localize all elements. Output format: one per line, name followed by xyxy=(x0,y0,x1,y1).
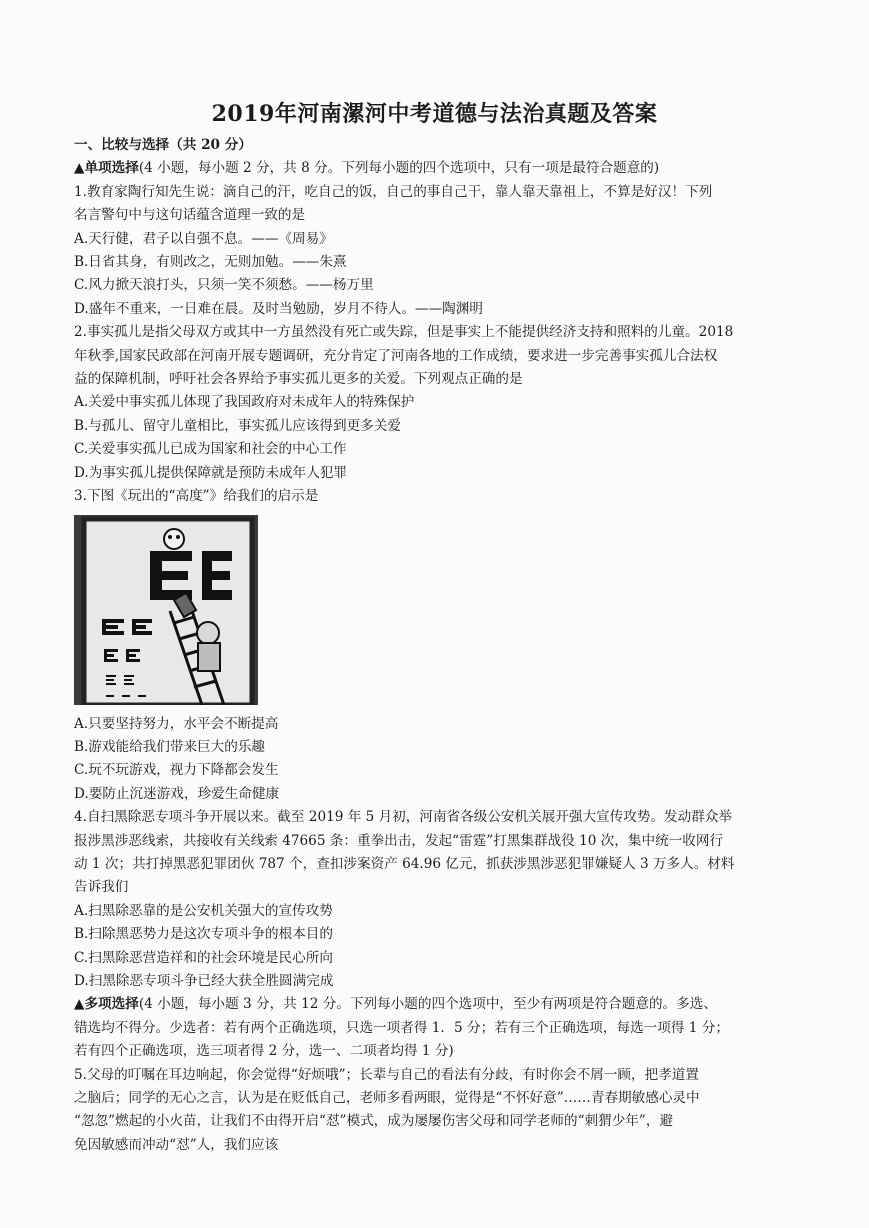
option-b: B.游戏能给我们带来巨大的乐趣 xyxy=(74,738,266,755)
single-choice-desc: (4 小题，每小题 2 分，共 8 分。下列每小题的四个选项中，只有一项是最符合题意的) xyxy=(138,160,660,177)
option-a: A.关爱中事实孤儿体现了我国政府对未成年人的特殊保护 xyxy=(74,394,415,411)
option-c: C.关爱事实孤儿已成为国家和社会的中心工作 xyxy=(74,441,347,458)
question-stem-line: 1.教育家陶行知先生说：滴自己的汗，吃自己的饭，自己的事自己干，靠人靠天靠祖上，不算是好汉！下列 xyxy=(74,183,713,200)
option-c: C.扫黑除恶营造祥和的社会环境是民心所向 xyxy=(74,949,333,966)
multi-choice-desc: (4 小题，每小题 3 分，共 12 分。下列每小题的四个选项中，至少有两项是符合题意的。多选、 xyxy=(138,996,717,1013)
option-d: D.扫黑除恶专项斗争已经大获全胜圆满完成 xyxy=(74,972,334,989)
multi-choice-heading: ▲多项选择 xyxy=(74,996,139,1013)
option-b: B.日省其身，有则改之，无则加勉。——朱熹 xyxy=(74,254,347,271)
question-stem-line: 名言警句中与这句话蕴含道理一致的是 xyxy=(74,207,306,224)
option-c: C.风力掀天浪打头，只须一笑不须愁。——杨万里 xyxy=(74,277,374,294)
question-stem-line: 2.事实孤儿是指父母双方或其中一方虽然没有死亡或失踪，但是事实上不能提供经济支持和照料的儿童。2018 xyxy=(74,324,734,341)
multi-choice-line: 若有四个正确选项，选三项者得 2 分，选一、二项者均得 1 分) xyxy=(74,1043,454,1060)
multi-choice-instructions xyxy=(74,993,804,1063)
question-stem-line: 之脑后；同学的无心之言，认为是在贬低自己，老师多看两眼，觉得是“不怀好意”……青春期敏感心灵中 xyxy=(74,1090,700,1106)
exam-content xyxy=(74,134,804,1157)
option-a: A.只要坚持努力，水平会不断提高 xyxy=(74,715,279,732)
question-5 xyxy=(74,1064,804,1158)
option-b: B.扫除黑恶势力是这次专项斗争的根本目的 xyxy=(74,926,333,943)
option-d: D.要防止沉迷游戏，珍爱生命健康 xyxy=(74,785,280,802)
option-d: D.为事实孤儿提供保障就是预防未成年人犯罪 xyxy=(74,464,348,481)
option-c: C.玩不玩游戏，视力下降都会发生 xyxy=(74,762,279,779)
single-choice-instructions xyxy=(74,157,804,180)
option-d: D.盛年不重来，一日难在晨。及时当勉励，岁月不待人。——陶渊明 xyxy=(74,300,483,317)
question-stem-line: 3.下图《玩出的“高度”》给我们的启示是 xyxy=(74,488,319,505)
question-stem-line: 5.父母的叮嘱在耳边响起，你会觉得“好烦哦”；长辈与自己的看法有分歧，有时你会不屑一顾，把孝道置 xyxy=(74,1066,699,1083)
single-choice-heading: ▲单项选择 xyxy=(74,160,139,177)
option-a: A.天行健，君子以自强不息。——《周易》 xyxy=(74,230,333,247)
question-stem-line: 免因敏感而冲动“怼”人，我们应该 xyxy=(74,1136,279,1153)
question-stem-line: 动 1 次；共打掉黑恶犯罪团伙 787 个，查扣涉案资产 64.96 亿元，抓获涉黑涉恶犯罪嫌疑人 3 万多人。材料 xyxy=(74,855,735,872)
page-title: 2019年河南漯河中考道德与法治真题及答案 xyxy=(211,101,658,127)
question-2 xyxy=(74,321,804,485)
question-4 xyxy=(74,806,804,993)
cartoon-image xyxy=(74,515,258,705)
multi-choice-line: 错选均不得分。少选者：若有两个正确选项，只选一项者得 1．5 分；若有三个正确选项，每选一项得 1 分； xyxy=(74,1019,729,1036)
option-a: A.扫黑除恶靠的是公安机关强大的宣传攻势 xyxy=(74,902,333,919)
question-stem-line: 年秋季,国家民政部在河南开展专题调研，充分肯定了河南各地的工作成绩，要求进一步完善事实孤儿合法权 xyxy=(74,347,718,364)
question-3 xyxy=(74,485,804,806)
question-stem-line: 4.自扫黑除恶专项斗争开展以来。截至 2019 年 5 月初，河南省各级公安机关展开强大宣传攻势。发动群众举 xyxy=(74,809,733,826)
eye-chart-cartoon xyxy=(74,515,258,705)
option-b: B.与孤儿、留守儿童相比，事实孤儿应该得到更多关爱 xyxy=(74,417,401,434)
question-1 xyxy=(74,181,804,321)
question-stem-line: “忽忽”燃起的小火苗，让我们不由得开启“怼”模式，成为屡屡伤害父母和同学老师的“刺猬少年”，避 xyxy=(74,1113,674,1130)
multi-choice-line xyxy=(74,993,804,1016)
question-stem-line: 告诉我们 xyxy=(74,879,129,896)
section-heading: 一、比较与选择（共 20 分） xyxy=(74,137,252,153)
question-stem-line: 报涉黑涉恶线索，共接收有关线索 47665 条：重拳出击，发起“雷霆”打黑集群战役 10 次，集中统一收网行 xyxy=(74,832,724,849)
question-stem-line: 益的保障机制，呼吁社会各界给予事实孤儿更多的关爱。下列观点正确的是 xyxy=(74,371,523,388)
